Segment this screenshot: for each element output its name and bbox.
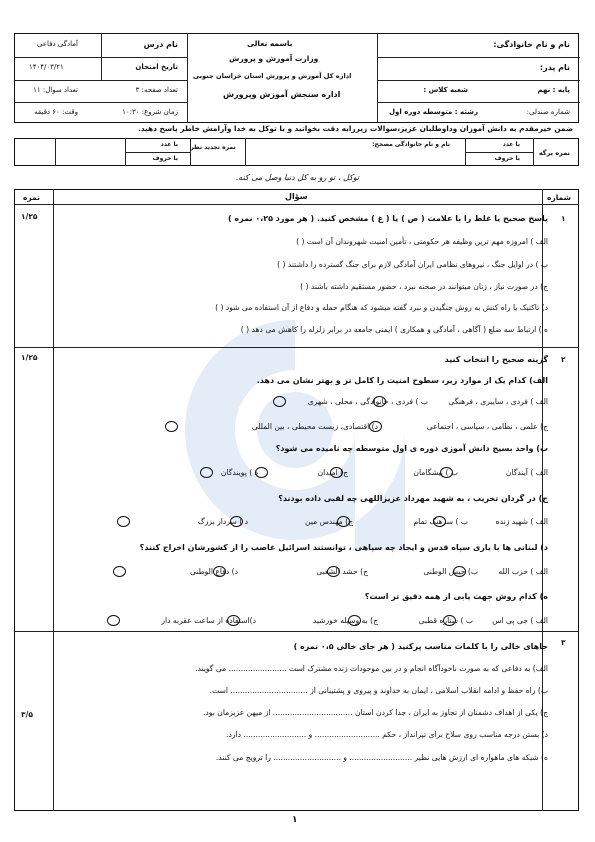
q2a-option-4: د) اقتصادی، زیست محیطی ، بین المللی bbox=[251, 422, 378, 431]
q2-title: گزینه صحیح را انتخاب کنید bbox=[444, 355, 548, 364]
q2c-radio-3[interactable] bbox=[230, 516, 243, 527]
q2a-radio-2[interactable] bbox=[273, 396, 286, 407]
examiner-name-label: نام و نام خانوادگی مصحح: bbox=[372, 141, 450, 148]
q3-number: ۳ bbox=[561, 638, 566, 647]
q2d-question: د) لبنانی ها با یاری سپاه قدس و ایجاد چه سپاهی ، توانستند اسرائیل غاصب را از کشورشان اخراج کنند؟ bbox=[139, 543, 548, 552]
q2d-radio-1[interactable] bbox=[453, 566, 466, 577]
number-column-header: شماره bbox=[547, 193, 571, 202]
review-by-letters-label: با حروف bbox=[152, 155, 178, 162]
q1-number: ۱ bbox=[561, 214, 566, 223]
q2e-question: ه) کدام روش جهت یابی از همه دقیق تر است؟ bbox=[364, 592, 548, 601]
ministry-text: وزارت آموزش و پرورش bbox=[229, 54, 319, 63]
q2a-radio-3[interactable] bbox=[369, 421, 382, 432]
q2c-radio-2[interactable] bbox=[337, 516, 350, 527]
q2a-radio-1[interactable] bbox=[373, 396, 386, 407]
q2d-option-3: ج) حشد الشعبی bbox=[316, 567, 368, 576]
q3-item-b[interactable]: ب) راه حفظ و ادامه انقلاب اسلامی ، ایمان به خداوند و پیروی و پشتیبانی از ................................ است. bbox=[209, 686, 548, 695]
q1-item-c: ج) در صورت نیاز ، زنان میتوانند در صحنه نبرد ، حضور مستقیم داشته باشند ( ) bbox=[300, 282, 548, 291]
score-by-letters-label: با حروف bbox=[494, 155, 520, 162]
welcome-notice: ضمن خیرمقدم به دانش آموزان وداوطلبان عزیز،سوالات زیررابه دقت بخوانید و با توکل به خدا وآرامش خاطر پاسخ دهید. bbox=[137, 124, 573, 133]
q2b-question: ب) واحد بسیج دانش آموزی دوره ی اول متوسطه چه نامیده می شود؟ bbox=[275, 444, 548, 453]
father-name-label: نام پدر: bbox=[539, 63, 570, 72]
question-count-label: تعداد سوال: ۱۱ bbox=[33, 86, 78, 94]
q2e-option-4: د)استفاده از ساعت عقربه دار bbox=[161, 616, 256, 625]
q2c-option-2: ب ) سرهنگ تمام bbox=[413, 517, 468, 526]
review-by-number-label: با عدد bbox=[160, 141, 178, 148]
start-time-label: زمان شروع: ۱۰:۳۰ bbox=[122, 108, 178, 116]
q2-score: ۱/۲۵ bbox=[21, 353, 38, 362]
q2b-radio-2[interactable] bbox=[330, 467, 343, 478]
q2e-radio-2[interactable] bbox=[348, 615, 361, 626]
q2e-option-3: ج) به وسیله خورشید bbox=[312, 616, 378, 625]
q2d-radio-2[interactable] bbox=[327, 566, 340, 577]
q2d-option-2: ب) جیش الوطنی bbox=[423, 567, 478, 576]
class-label: شعبه کلاس : bbox=[423, 86, 468, 94]
q3-item-c[interactable]: ج) یکی از اهداف دشمنان از تجاوز به ایران ، جدا کردن استان ................................. از میهن عزیزمان بود. bbox=[203, 708, 548, 717]
exam-header bbox=[14, 33, 579, 123]
score-column-header: نمره bbox=[23, 193, 40, 202]
q2c-question: ج) در گردان تخریب ، به شهید مهرداد عزیزاللهی چه لقبی داده بودند؟ bbox=[278, 494, 548, 503]
student-name-label: نام و نام خانوادگی: bbox=[493, 40, 570, 49]
q2b-option-2: ب ) پیشگامان bbox=[413, 468, 458, 477]
field-label: رشته : متوسطه دوره اول bbox=[388, 108, 478, 116]
q2d-radio-4[interactable] bbox=[113, 566, 126, 577]
q2a-option-2: ب ) فردی ، خانوادگی ، محلی ، شهری bbox=[307, 397, 428, 406]
score-by-number-label: با عدد bbox=[502, 141, 520, 148]
q2a-option-1: الف ) فردی ، سایبری ، فرهنگی bbox=[448, 397, 548, 406]
q2d-option-1: الف ) حزب الله bbox=[498, 567, 548, 576]
q2-number: ۲ bbox=[561, 355, 566, 364]
q2a-option-3: ج) علمی ، نظامی ، سیاسی ، اجتماعی bbox=[426, 422, 548, 431]
subject-label: نام درس bbox=[143, 40, 178, 49]
q2b-option-1: الف ) آیندگان bbox=[505, 468, 548, 477]
province-text: اداره کل آموزش و پرورش استان خراسان جنوبی bbox=[193, 72, 352, 80]
q2e-radio-4[interactable] bbox=[107, 615, 120, 626]
q2c-option-1: الف ) شهید زنده bbox=[495, 517, 548, 526]
q2b-radio-4[interactable] bbox=[200, 467, 213, 478]
q2a-radio-4[interactable] bbox=[165, 421, 178, 432]
motto-text: توکل ، تو رو به کل دنیا وصل می کنه. bbox=[235, 173, 360, 182]
q2b-radio-3[interactable] bbox=[255, 467, 268, 478]
exam-date-value: ۱۴۰۴/۰۳/۲۱ bbox=[29, 63, 64, 71]
page-count-label: تعداد صفحه: ۳ bbox=[135, 86, 178, 94]
subject-value: آمادگی دفاعی bbox=[37, 40, 78, 48]
q3-item-d[interactable]: د) بستن درجه مناسب روی سلاح برای تیرانداز ، حکم ........................... و .......................... دارد. bbox=[226, 730, 548, 739]
q2c-option-4: د ) سردار بزرگ bbox=[197, 517, 248, 526]
q2c-option-3: ج) مهندس مین bbox=[305, 517, 353, 526]
q2b-radio-1[interactable] bbox=[440, 467, 453, 478]
q3-item-a[interactable]: الف) به دفاعی که به صورت ناخودآگاه انجام و در بین موجودات زنده مشترک است ........................ می گویند. bbox=[195, 664, 548, 673]
q2c-radio-1[interactable] bbox=[433, 516, 446, 527]
q2c-radio-4[interactable] bbox=[117, 516, 130, 527]
q3-score: ۳/۵ bbox=[21, 710, 33, 719]
q3-item-e[interactable]: ه) شبکه های ماهواره ای ارزش هایی نظیر .......................... و ............................ را ترویج می کنند. bbox=[215, 753, 548, 762]
q1-score: ۱/۲۵ bbox=[21, 212, 38, 221]
q2e-radio-3[interactable] bbox=[227, 615, 240, 626]
q2e-option-2: ب ) ستاره قطبی bbox=[418, 616, 473, 625]
exam-date-label: تاریخ امتحان bbox=[135, 63, 178, 71]
duration-label: وقت: ۶۰ دقیقه bbox=[34, 108, 78, 116]
q2b-option-4: د ) پویندگان bbox=[220, 468, 258, 477]
q1-item-b: ب ) در اوایل جنگ ، نیروهای نظامی ایران آمادگی لازم برای جنگ گسترده را داشتند ( ) bbox=[277, 260, 548, 269]
q2b-option-3: ج) امیدان bbox=[317, 468, 348, 477]
page-number: ۱ bbox=[292, 815, 298, 825]
score-strip bbox=[14, 138, 579, 166]
q2d-radio-3[interactable] bbox=[213, 566, 226, 577]
grade-label: پایه : نهم bbox=[537, 86, 570, 94]
questions-table bbox=[14, 189, 579, 811]
seat-label: شماره صندلی: bbox=[526, 108, 570, 116]
q2e-radio-1[interactable] bbox=[443, 615, 456, 626]
q1-item-d: د) تاکتیک یا راه کنش به روش جنگیدن و نبرد گفته میشود که هنگام حمله و دفاع از آن استفاده می شود ( ) bbox=[215, 303, 548, 312]
basmala-text: باسمه تعالی bbox=[247, 39, 293, 48]
question-column-header: سؤال bbox=[285, 192, 308, 201]
assessment-office-text: اداره سنجش آموزش وپرورش bbox=[223, 90, 341, 99]
paper-score-label: نمره برگه bbox=[538, 149, 570, 157]
q3-title: جاهای خالی را با کلمات مناسب پرکنید ( هر جای خالی ۰،۵ نمره ) bbox=[293, 642, 548, 651]
q2a-question: الف) کدام یک از موارد زیر، سطوح امنیت را کامل تر و بهتر نشان می دهد. bbox=[256, 376, 548, 385]
review-score-label: نمره تجدید نظر bbox=[190, 144, 236, 151]
q1-item-a: الف ) امروزه مهم ترین وظیفه هر حکومتی ، تأمین امنیت شهروندان آن است ( ) bbox=[296, 237, 548, 246]
q2e-option-1: الف ) جی پی اس bbox=[492, 616, 548, 625]
q2d-option-4: د) دفاع الوطنی bbox=[189, 567, 238, 576]
q1-title: پاسخ صحیح یا غلط را با علامت ( ص ) یا ( غ ) مشخص کنید. ( هر مورد ۰،۲۵ نمره ) bbox=[227, 214, 548, 223]
q1-item-e: ه ) ارتباط سه ضلع ( آگاهی ، آمادگی و همکاری ) ایمنی جامعه در برابر زلزله را کاهش می دهد ( ) bbox=[240, 325, 548, 334]
